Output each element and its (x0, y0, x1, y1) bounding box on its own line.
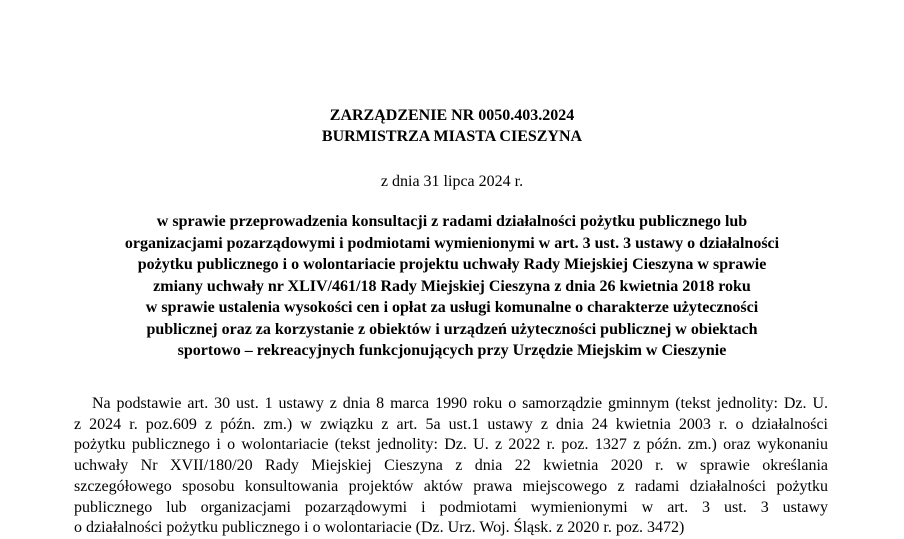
subject-line: w sprawie ustalenia wysokości cen i opłat za usługi komunalne o charakterze użyteczności (145, 299, 759, 316)
subject-line: zmiany uchwały nr XLIV/461/18 Rady Miejskiej Cieszyna z dnia 26 kwietnia 2018 roku (153, 277, 751, 295)
paragraph-line: z 2024 r. poz.609 z późn. zm.) w związku z art. 5a ust.1 ustawy z dnia 24 kwietnia 2003 r. o działalności (74, 415, 828, 433)
paragraph-line: o działalności pożytku publicznego i o wolontariacie (Dz. Urz. Woj. Śląsk. z 2020 r. poz. 3472) (74, 519, 685, 537)
subject-line: pożytku publicznego i o wolontariacie projektu uchwały Rady Miejskiej Cieszyna w sprawie (137, 256, 767, 273)
paragraph-line: publicznego lub organizacjami pozarządowymi i podmiotami wymienionymi w art. 3 ust. 3 ustawy (74, 498, 828, 516)
document-subject (60, 211, 844, 362)
document-date: z dnia 31 lipca 2024 r. (380, 173, 524, 190)
document-title: ZARZĄDZENIE NR 0050.403.2024 (329, 107, 575, 124)
paragraph-line: szczegółowego sposobu konsultowania projektów aktów prawa miejscowego z radami działalności pożytku (74, 477, 828, 495)
subject-line: w sprawie przeprowadzenia konsultacji z radami działalności pożytku publicznego lub (156, 213, 748, 230)
subject-line: publicznej oraz za korzystanie z obiektów i urządzeń użyteczności publicznej w obiektach (146, 320, 758, 338)
paragraph-line: pożytku publicznego i o wolontariacie (tekst jednolity: Dz. U. z 2022 r. poz. 1327 z późn. zm.) oraz wykonaniu (74, 436, 828, 454)
legal-basis-paragraph (74, 394, 828, 539)
subject-line: sportowo – rekreacyjnych funkcjonujących przy Urzędzie Miejskim w Cieszynie (177, 342, 727, 359)
paragraph-line: uchwały Nr XVII/180/20 Rady Miejskiej Cieszyna z dnia 22 kwietnia 2020 r. w sprawie określania (74, 457, 828, 475)
subject-line: organizacjami pozarządowymi i podmiotami wymienionymi w art. 3 ust. 3 ustawy o działalności (124, 234, 780, 252)
issuing-authority: BURMISTRZA MIASTA CIESZYNA (321, 128, 583, 145)
paragraph-line: Na podstawie art. 30 ust. 1 ustawy z dnia 8 marca 1990 roku o samorządzie gminnym (tekst jednolity: Dz. U. (92, 395, 828, 412)
